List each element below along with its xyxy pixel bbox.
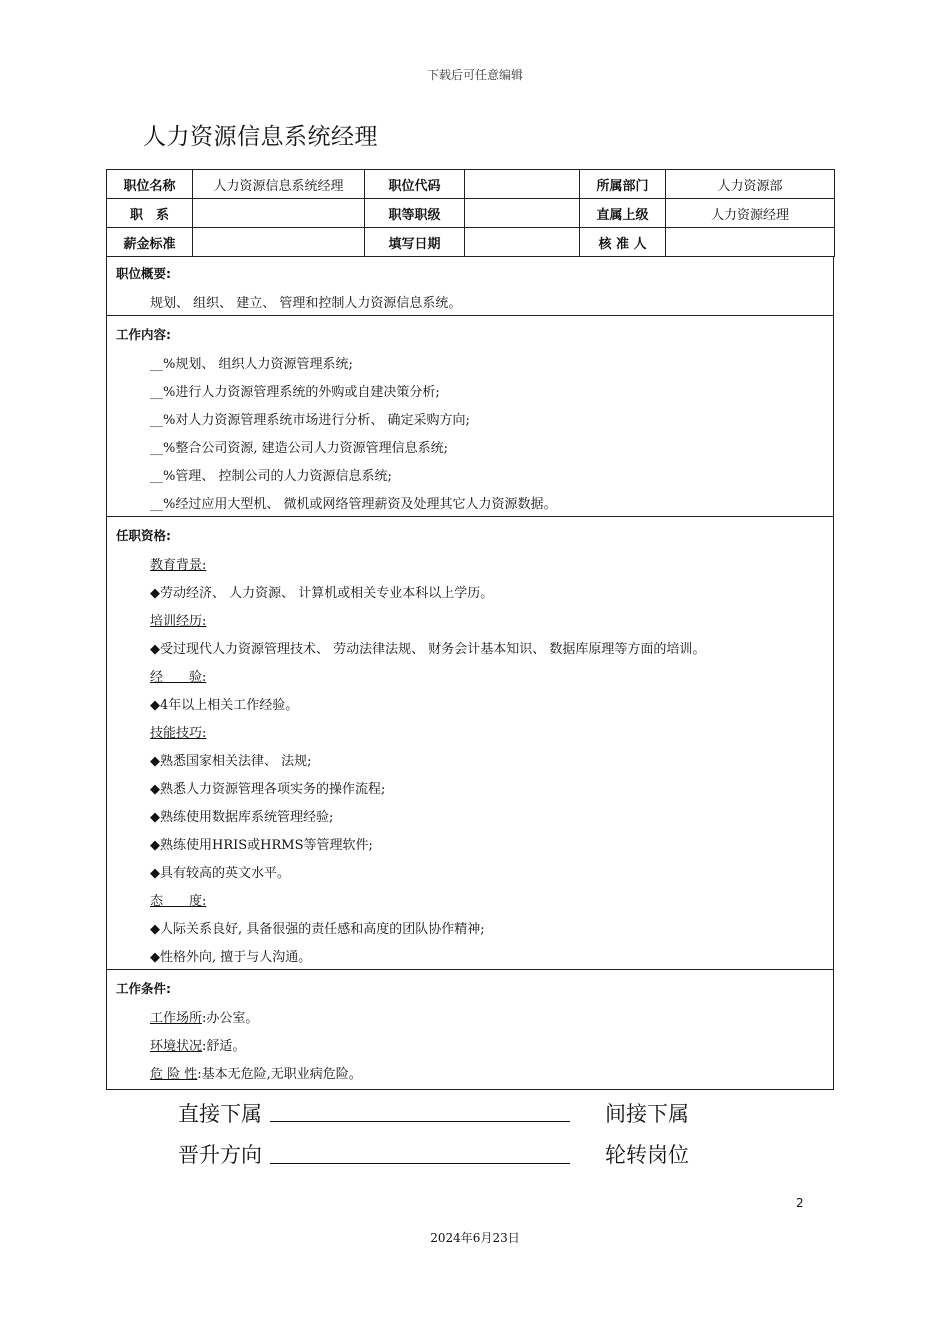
- label-cell: 职位代码: [365, 170, 465, 199]
- list-item: ◆熟练使用数据库系统管理经验;: [150, 810, 334, 825]
- promotion-underline: [270, 1163, 570, 1164]
- list-item: ◆熟悉人力资源管理各项实务的操作流程;: [150, 782, 386, 797]
- table-row: [107, 228, 835, 257]
- table-row: [107, 170, 835, 199]
- value-cell: [193, 228, 365, 257]
- header-note: 下载后可任意编辑: [426, 68, 523, 82]
- value-cell: [465, 170, 580, 199]
- rotation-label: 轮转岗位: [605, 1143, 689, 1167]
- label-cell: 职 系: [107, 199, 193, 228]
- risk-value: :基本无危险,无职业病危险。: [197, 1067, 362, 1082]
- experience-heading: 经 验:: [150, 670, 207, 685]
- list-item: __%整合公司资源, 建造公司人力资源管理信息系统;: [150, 441, 448, 456]
- duties-section: [106, 316, 834, 517]
- summary-section: [106, 256, 834, 316]
- value-cell: 人力资源经理: [666, 199, 835, 228]
- experience-text: ◆4年以上相关工作经验。: [150, 698, 299, 713]
- label-cell: 薪金标准: [107, 228, 193, 257]
- training-text: ◆受过现代人力资源管理技术、 劳动法律法规、 财务会计基本知识、 数据库原理等方面的培训。: [150, 642, 706, 657]
- education-heading: 教育背景:: [150, 558, 207, 573]
- duties-title: 工作内容:: [116, 327, 171, 342]
- list-item: ◆性格外向, 擅于与人沟通。: [150, 950, 312, 965]
- list-item: __%管理、 控制公司的人力资源信息系统;: [150, 469, 392, 484]
- summary-text: 规划、 组织、 建立、 管理和控制人力资源信息系统。: [150, 296, 462, 311]
- list-item: __%对人力资源管理系统市场进行分析、 确定采购方向;: [150, 413, 470, 428]
- label-cell: 直属上级: [580, 199, 666, 228]
- document-title: 人力资源信息系统经理: [143, 124, 378, 150]
- list-item: __%规划、 组织人力资源管理系统;: [150, 357, 353, 372]
- summary-title: 职位概要:: [116, 266, 171, 281]
- label-cell: 所属部门: [580, 170, 666, 199]
- conditions-title: 工作条件:: [116, 981, 171, 996]
- environment-value: :舒适。: [202, 1039, 246, 1054]
- label-cell: 职等职级: [365, 199, 465, 228]
- environment-line: [150, 1035, 245, 1054]
- workplace-value: :办公室。: [202, 1011, 259, 1026]
- conditions-section: [106, 970, 834, 1090]
- label-cell: 职位名称: [107, 170, 193, 199]
- training-heading: 培训经历:: [150, 614, 207, 629]
- list-item: __%经过应用大型机、 微机或网络管理薪资及处理其它人力资源数据。: [150, 497, 557, 512]
- footer-date: 2024年6月23日: [430, 1231, 520, 1245]
- list-item: ◆具有较高的英文水平。: [150, 866, 290, 881]
- indirect-reports-label: 间接下属: [605, 1102, 689, 1126]
- workplace-key: 工作场所: [150, 1011, 203, 1026]
- table-row: [107, 199, 835, 228]
- value-cell: 人力资源部: [666, 170, 835, 199]
- workplace-line: [150, 1007, 258, 1026]
- value-cell: 人力资源信息系统经理: [193, 170, 365, 199]
- promotion-label: 晋升方向: [178, 1143, 262, 1167]
- skills-heading: 技能技巧:: [150, 726, 207, 741]
- risk-key: 危 险 性: [150, 1067, 198, 1082]
- label-cell: 核 准 人: [580, 228, 666, 257]
- qualifications-title: 任职资格:: [116, 528, 171, 543]
- page-number: 2: [796, 1196, 804, 1210]
- value-cell: [465, 228, 580, 257]
- job-info-table: [106, 169, 835, 257]
- list-item: __%进行人力资源管理系统的外购或自建决策分析;: [150, 385, 440, 400]
- value-cell: [666, 228, 835, 257]
- qualifications-section: [106, 517, 834, 970]
- direct-reports-label: 直接下属: [178, 1102, 262, 1126]
- value-cell: [193, 199, 365, 228]
- environment-key: 环境状况: [150, 1039, 203, 1054]
- list-item: ◆熟悉国家相关法律、 法规;: [150, 754, 312, 769]
- list-item: ◆熟练使用HRIS或HRMS等管理软件;: [150, 838, 373, 853]
- value-cell: [465, 199, 580, 228]
- list-item: ◆人际关系良好, 具备很强的责任感和高度的团队协作精神;: [150, 922, 485, 937]
- risk-line: [150, 1063, 362, 1082]
- attitude-heading: 态 度:: [150, 894, 207, 909]
- label-cell: 填写日期: [365, 228, 465, 257]
- direct-reports-underline: [270, 1121, 570, 1122]
- education-text: ◆劳动经济、 人力资源、 计算机或相关专业本科以上学历。: [150, 586, 494, 601]
